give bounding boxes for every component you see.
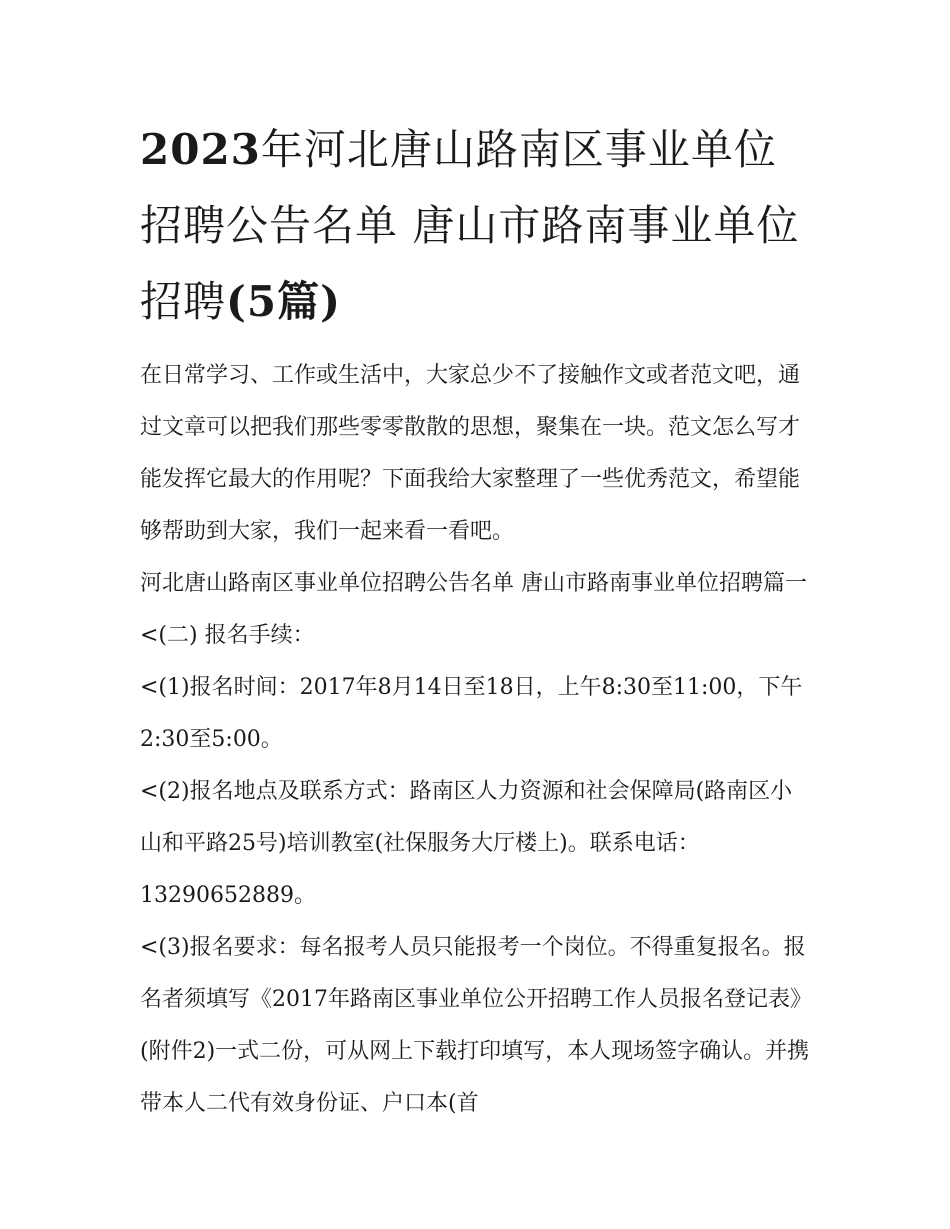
document-page xyxy=(140,112,812,1130)
title-suffix: (5篇) xyxy=(226,277,341,326)
title-year: 2023 xyxy=(140,125,261,174)
document-title xyxy=(140,112,812,340)
registration-time-paragraph: <(1)报名时间：2017年8月14日至18日，上午8:30至11:00，下午2:30至5:00。 xyxy=(140,675,803,752)
intro-paragraph: 在日常学习、工作或生活中，大家总少不了接触作文或者范文吧，通过文章可以把我们那些零零散散的思想，聚集在一块。范文怎么写才能发挥它最大的作用呢？下面我给大家整理了一些优秀范文，希望能够帮助到大家，我们一起来看一看吧。 xyxy=(140,363,801,544)
registration-requirements-paragraph: <(3)报名要求：每名报考人员只能报考一个岗位。不得重复报名。报名者须填写《2017年路南区事业单位公开招聘工作人员报名登记表》(附件2)一式二份，可从网上下载打印填写，本人现场签字确认。并携带本人二代有效身份证、户口本(首 xyxy=(140,935,812,1116)
title-text: 年河北唐山路南区事业单位招聘公告名单 唐山市路南事业单位招聘 xyxy=(140,125,800,326)
section-heading-paragraph: 河北唐山路南区事业单位招聘公告名单 唐山市路南事业单位招聘篇一 <(二) 报名手续： xyxy=(140,571,807,648)
registration-location-paragraph: <(2)报名地点及联系方式：路南区人力资源和社会保障局(路南区小山和平路25号)培训教室(社保服务大厅楼上)。联系电话：13290652889。 xyxy=(140,779,793,908)
